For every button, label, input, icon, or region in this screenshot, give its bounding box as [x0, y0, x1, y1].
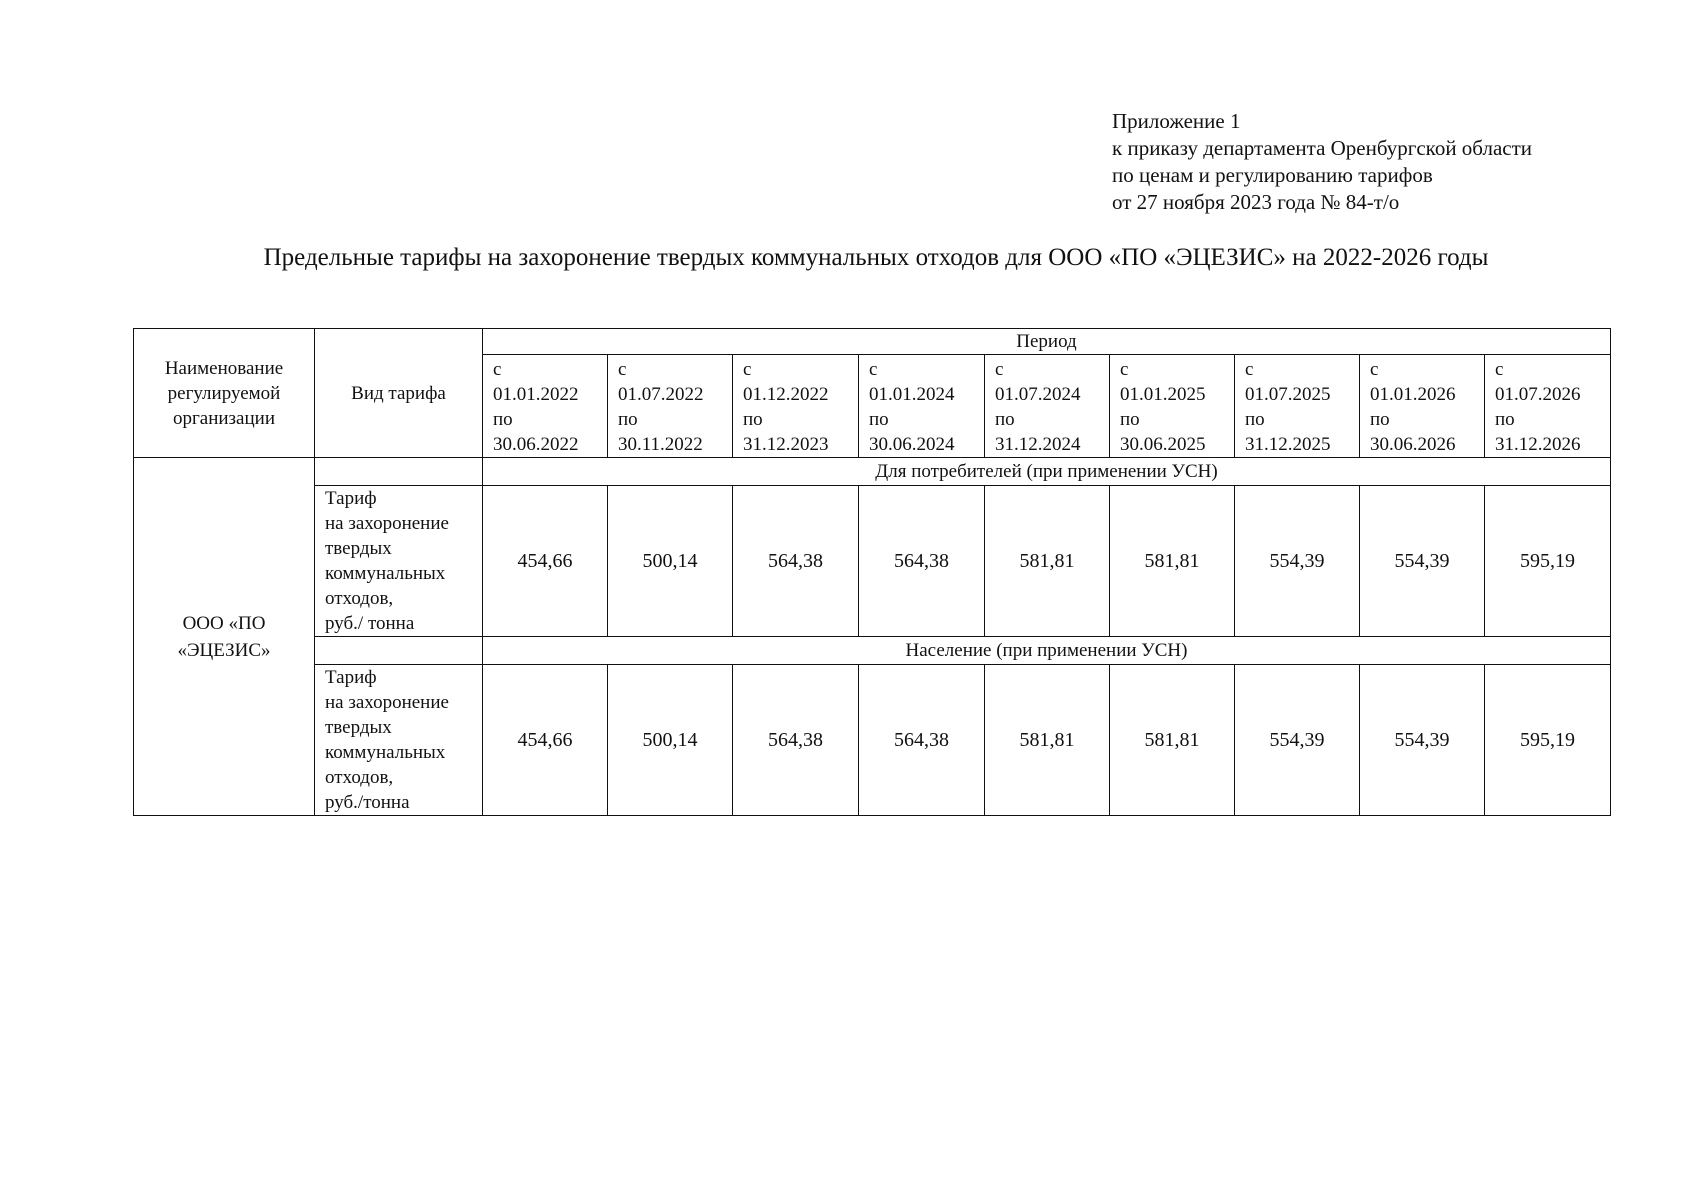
- tariff-value: 581,81: [985, 486, 1110, 637]
- period-cell: с 01.12.2022 по 31.12.2023: [733, 355, 859, 458]
- tariff-value: 564,38: [733, 486, 859, 637]
- tariff-value: 454,66: [483, 486, 608, 637]
- period-cell: с 01.07.2026 по 31.12.2026: [1485, 355, 1611, 458]
- appendix-line: от 27 ноября 2023 года № 84-т/о: [1112, 190, 1400, 214]
- tariff-value: 554,39: [1360, 486, 1485, 637]
- tariff-value: 454,66: [483, 665, 608, 816]
- empty-cell: [315, 458, 483, 486]
- appendix-line: по ценам и регулированию тарифов: [1112, 163, 1433, 187]
- tariff-type-column-header: Вид тарифа: [315, 329, 483, 458]
- tariff-name-cell: Тариф на захоронение твердых коммунальных отходов, руб./тонна: [315, 665, 483, 816]
- header-line: регулируемой: [167, 382, 281, 404]
- tariff-value: 500,14: [608, 665, 733, 816]
- tariff-value: 554,39: [1235, 486, 1360, 637]
- organization-line: ООО «ПО: [182, 612, 266, 634]
- tariff-table: [133, 328, 1611, 816]
- section-title: Население (при применении УСН): [483, 637, 1611, 665]
- tariff-value: 581,81: [1110, 665, 1235, 816]
- table-row: [134, 665, 1611, 816]
- period-header: Период: [483, 329, 1611, 355]
- period-cell: с 01.01.2022 по 30.06.2022: [483, 355, 608, 458]
- tariff-value: 595,19: [1485, 486, 1611, 637]
- tariff-value: 500,14: [608, 486, 733, 637]
- tariff-value: 564,38: [859, 665, 985, 816]
- appendix-block: [1112, 108, 1532, 216]
- period-cell: с 01.01.2026 по 30.06.2026: [1360, 355, 1485, 458]
- header-line: Наименование: [164, 357, 284, 379]
- tariff-value: 554,39: [1360, 665, 1485, 816]
- period-cell: с 01.07.2024 по 31.12.2024: [985, 355, 1110, 458]
- appendix-line: к приказу департамента Оренбургской области: [1112, 136, 1532, 160]
- header-line: организации: [172, 407, 275, 429]
- period-cell: с 01.01.2025 по 30.06.2025: [1110, 355, 1235, 458]
- document-title: Предельные тарифы на захоронение твердых коммунальных отходов для ООО «ПО «ЭЦЕЗИС» на 2022-2026 годы: [263, 244, 1489, 271]
- section-title: Для потребителей (при применении УСН): [483, 458, 1611, 486]
- appendix-line: Приложение 1: [1112, 109, 1241, 133]
- tariff-value: 564,38: [733, 665, 859, 816]
- organization-line: «ЭЦЕЗИС»: [177, 639, 271, 661]
- period-cell: с 01.07.2025 по 31.12.2025: [1235, 355, 1360, 458]
- period-cell: с 01.07.2022 по 30.11.2022: [608, 355, 733, 458]
- tariff-value: 564,38: [859, 486, 985, 637]
- tariff-name-cell: Тариф на захоронение твердых коммунальных отходов, руб./ тонна: [315, 486, 483, 637]
- table-row: [134, 486, 1611, 637]
- tariff-value: 581,81: [985, 665, 1110, 816]
- tariff-value: 595,19: [1485, 665, 1611, 816]
- period-cell: с 01.01.2024 по 30.06.2024: [859, 355, 985, 458]
- tariff-value: 581,81: [1110, 486, 1235, 637]
- org-column-header: [134, 329, 315, 458]
- organization-cell: [134, 458, 315, 816]
- empty-cell: [315, 637, 483, 665]
- tariff-value: 554,39: [1235, 665, 1360, 816]
